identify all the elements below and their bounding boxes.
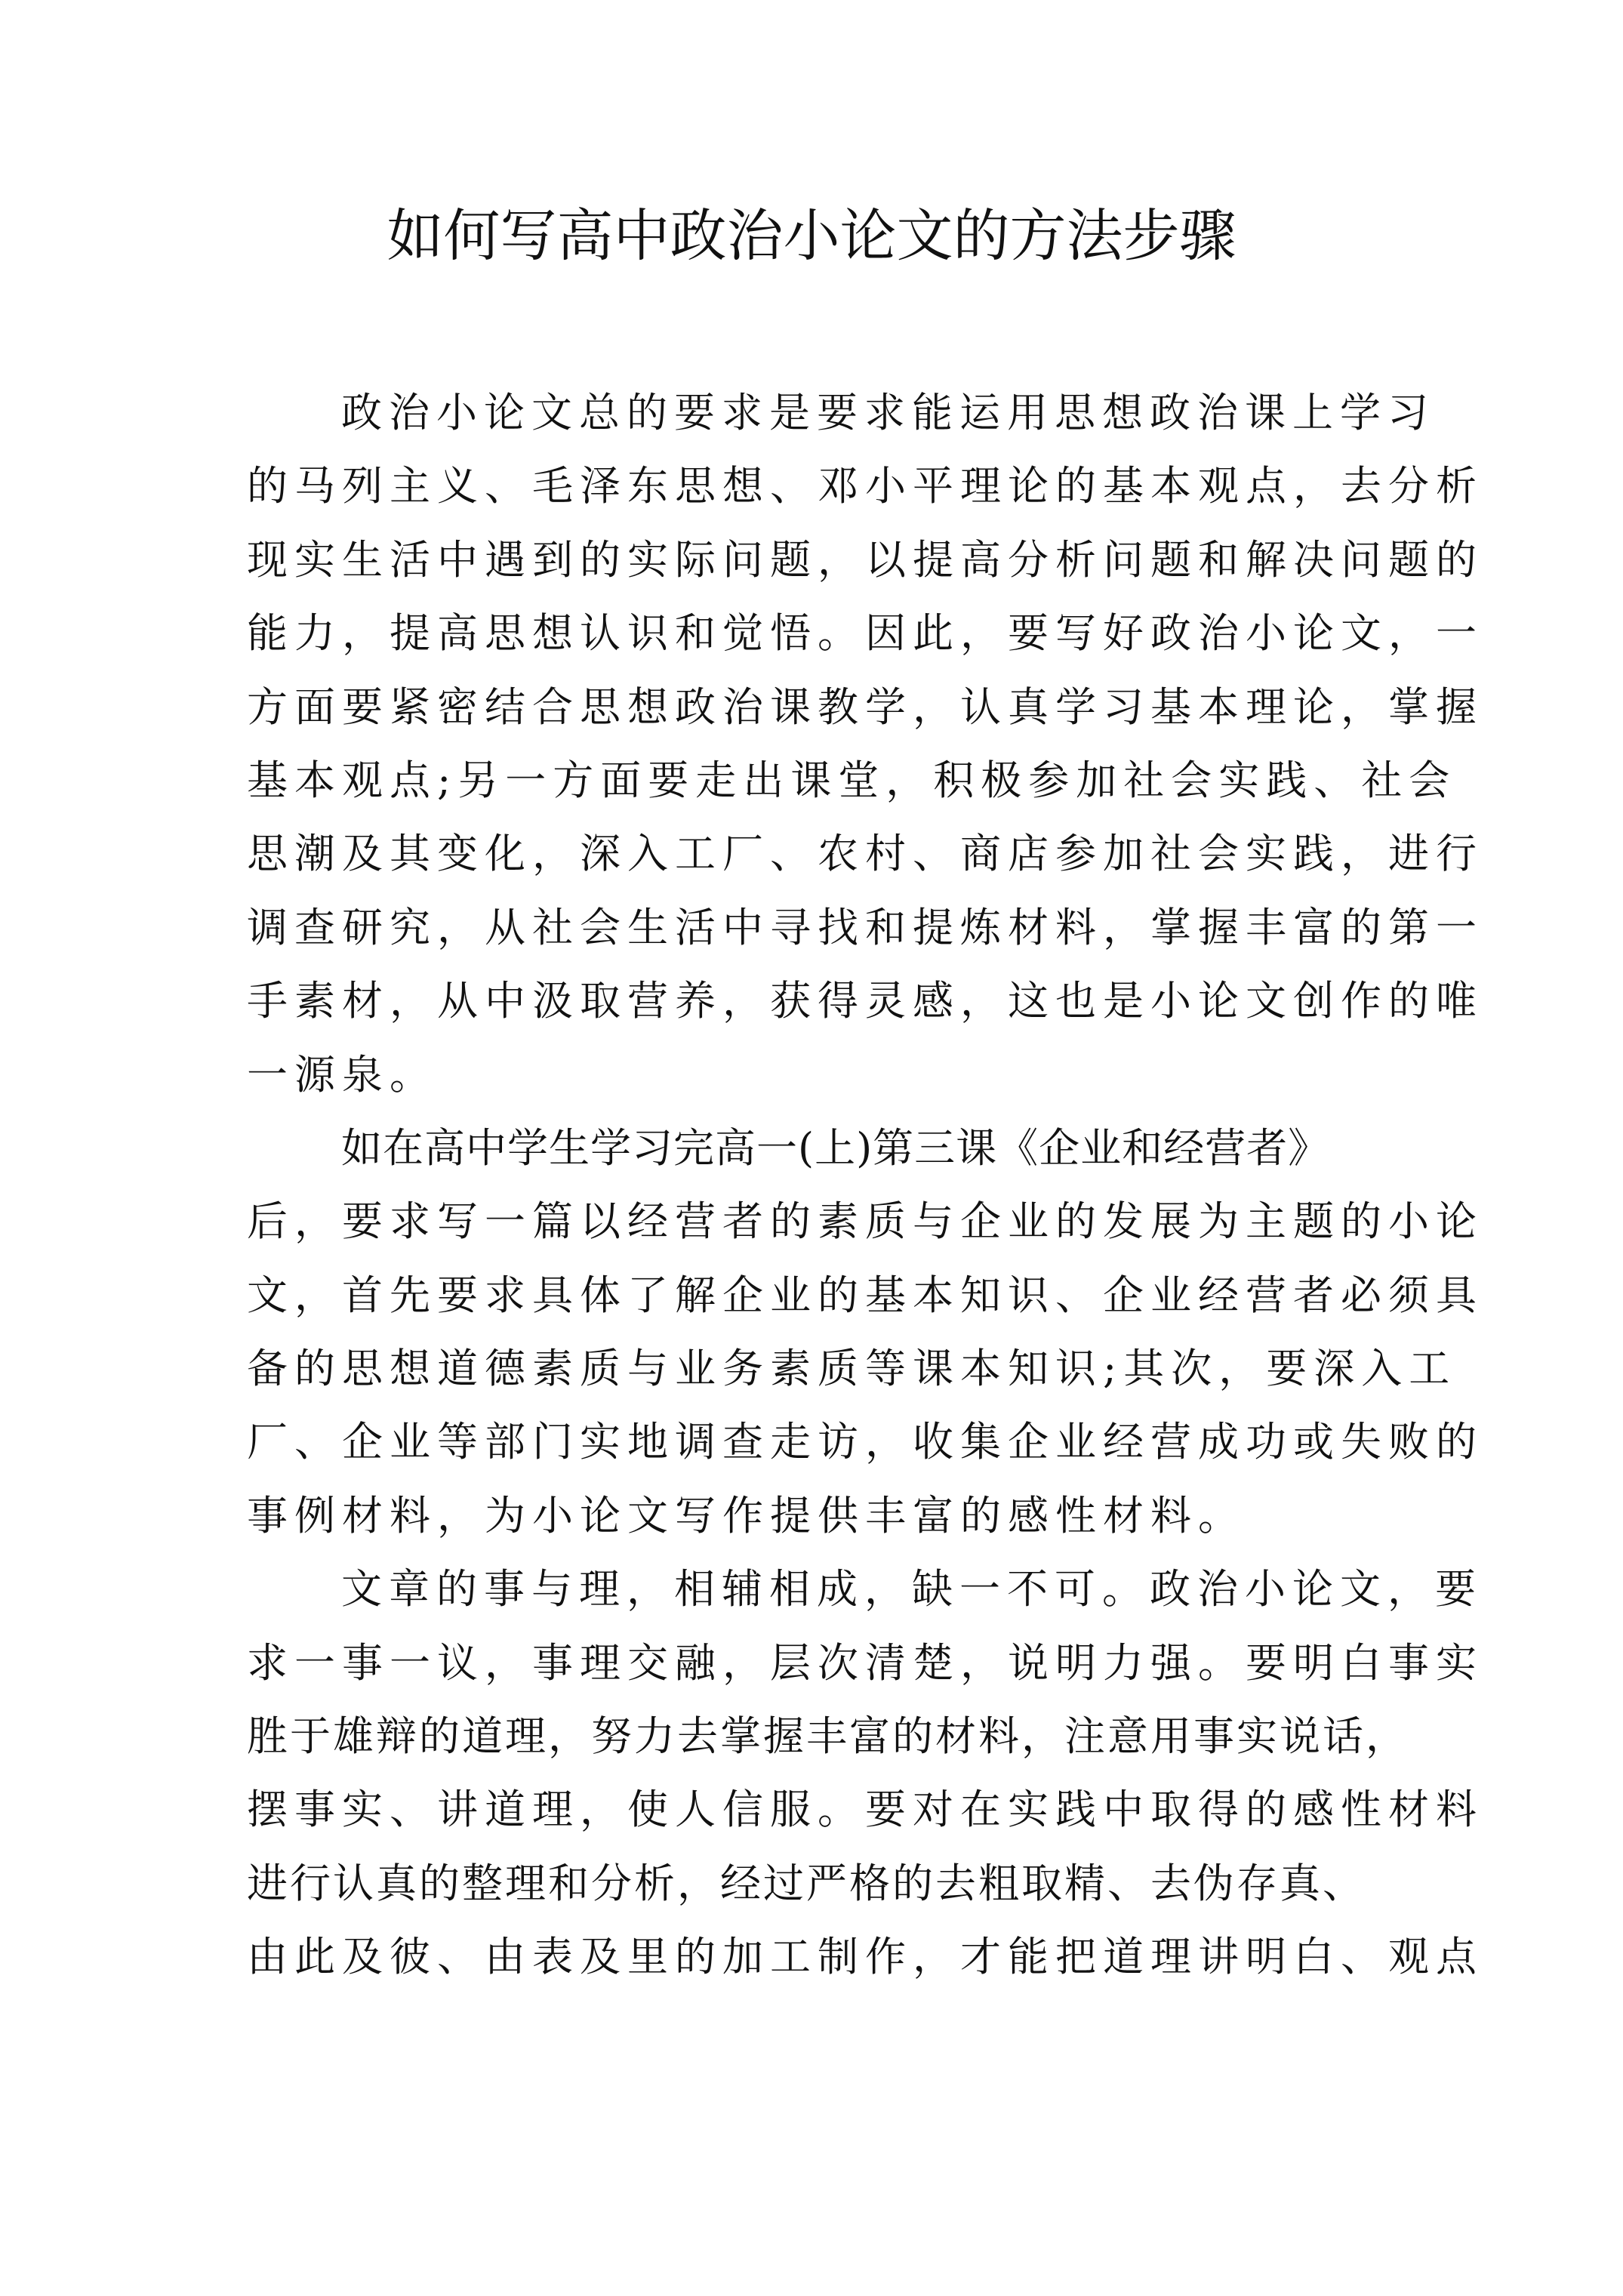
text-line: 调查研究，从社会生活中寻找和提炼材料，掌握丰富的第一 bbox=[247, 903, 1483, 951]
text-line: 的马列主义、毛泽东思想、邓小平理论的基本观点，去分析 bbox=[247, 462, 1483, 510]
text-line: 厂、企业等部门实地调查走访，收集企业经营成功或失败的 bbox=[247, 1418, 1483, 1466]
text-line: 一源泉。 bbox=[247, 1050, 437, 1099]
text-line: 文章的事与理，相辅相成，缺一不可。政治小论文，要 bbox=[341, 1565, 1483, 1613]
text-line: 手素材，从中汲取营养，获得灵感，这也是小论文创作的唯 bbox=[247, 977, 1483, 1025]
text-line: 文，首先要求具体了解企业的基本知识、企业经营者必须具 bbox=[247, 1271, 1483, 1319]
text-line: 现实生活中遇到的实际问题，以提高分析问题和解决问题的 bbox=[247, 535, 1483, 584]
text-line: 由此及彼、由表及里的加工制作，才能把道理讲明白、观点 bbox=[247, 1933, 1483, 1981]
text-line: 胜于雄辩的道理，努力去掌握丰富的材料，注意用事实说话， bbox=[247, 1712, 1409, 1761]
text-line: 摆事实、讲道理，使人信服。要对在实践中取得的感性材料 bbox=[247, 1786, 1483, 1834]
text-line: 政治小论文总的要求是要求能运用思想政治课上学习 bbox=[341, 389, 1435, 436]
text-line: 进行认真的整理和分析，经过严格的去粗取精、去伪存真、 bbox=[247, 1859, 1366, 1907]
text-line: 能力，提高思想认识和觉悟。因此，要写好政治小论文，一 bbox=[247, 609, 1483, 658]
text-line: 基本观点;另一方面要走出课堂，积极参加社会实践、社会 bbox=[247, 756, 1457, 804]
article-body bbox=[247, 376, 1483, 1994]
text-line: 事例材料，为小论文写作提供丰富的感性材料。 bbox=[247, 1491, 1246, 1539]
text-line: 后，要求写一篇以经营者的素质与企业的发展为主题的小论 bbox=[247, 1197, 1483, 1246]
text-line: 思潮及其变化，深入工厂、农村、商店参加社会实践，进行 bbox=[247, 830, 1483, 878]
text-line: 方面要紧密结合思想政治课教学，认真学习基本理论，掌握 bbox=[247, 683, 1483, 731]
text-line: 备的思想道德素质与业务素质等课本知识;其次，要深入工 bbox=[247, 1345, 1457, 1393]
text-line: 如在高中学生学习完高一(上)第三课《企业和经营者》 bbox=[341, 1123, 1330, 1172]
page-title: 如何写高中政治小论文的方法步骤 bbox=[387, 202, 1236, 269]
text-line: 求一事一议，事理交融，层次清楚，说明力强。要明白事实 bbox=[247, 1638, 1483, 1687]
